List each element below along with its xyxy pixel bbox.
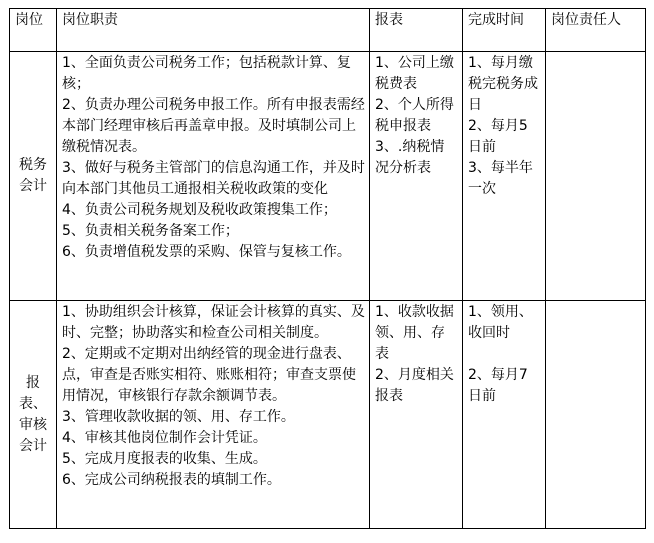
reports-cell [370, 301, 463, 529]
report-item: 1、收款收据领、用、存表 [375, 304, 454, 362]
duty-item: 5、负责相关税务备案工作； [62, 223, 239, 239]
report-item: 2、个人所得税申报表 [375, 97, 454, 134]
duties-cell [57, 301, 370, 529]
duty-item: 2、定期或不定期对出纳经管的现金进行盘表、点，审查是否账实相符、账账相符；审查支票使用情况，审核银行存款余额调节表。 [62, 346, 356, 404]
reports-cell [370, 52, 463, 301]
owner-cell[interactable] [546, 52, 646, 301]
report-item: 2、月度相关报表 [375, 367, 454, 404]
time-item: 1、领用、收回时 [468, 304, 533, 341]
time-cell [463, 301, 546, 529]
time-item: 3、每半年一次 [468, 160, 533, 197]
duty-item: 4、审核其他岗位制作会计凭证。 [62, 430, 267, 446]
report-item: 1、公司上缴税费表 [375, 55, 454, 92]
header-time: 完成时间 [463, 9, 546, 52]
table-row [10, 301, 646, 529]
post-text: 表、 [19, 395, 47, 412]
duty-item: 1、全面负责公司税务工作；包括税款计算、复核； [62, 55, 351, 92]
duty-item: 1、协助组织会计核算，保证会计核算的真实、及时、完整；协助落实和检查公司相关制度。 [62, 304, 365, 341]
report-item: 3、.纳税情况分析表 [375, 139, 445, 176]
post-text: 会计 [19, 437, 47, 454]
post-text: 报 [26, 374, 40, 391]
post-text: 税务 [19, 157, 47, 173]
duty-item: 3、管理收款收据的领、用、存工作。 [62, 409, 295, 425]
owner-cell[interactable] [546, 301, 646, 529]
duty-item: 6、完成公司纳税报表的填制工作。 [62, 472, 281, 488]
post-cell [10, 301, 57, 529]
post-cell [10, 52, 57, 301]
time-cell [463, 52, 546, 301]
duty-item: 2、负责办理公司税务申报工作。所有申报表需经本部门经理审核后再盖章申报。及时填制公司上缴税情况表。 [62, 97, 365, 155]
time-item [468, 344, 541, 365]
post-text: 审核 [19, 416, 47, 433]
header-duties: 岗位职责 [57, 9, 370, 52]
time-item: 1、每月缴税完税务成日 [468, 55, 538, 113]
duty-table-wrapper [9, 8, 646, 529]
job-duty-table [9, 8, 646, 529]
table-row [10, 52, 646, 301]
header-owner: 岗位责任人 [546, 9, 646, 52]
header-post: 岗位 [10, 9, 57, 52]
duty-item: 4、负责公司税务规划及税收政策搜集工作； [62, 202, 337, 218]
header-row [10, 9, 646, 52]
post-text: 会计 [19, 178, 47, 194]
header-reports: 报表 [370, 9, 463, 52]
duty-item: 5、完成月度报表的收集、生成。 [62, 451, 267, 467]
time-item: 2、每月5日前 [468, 118, 528, 155]
duty-item: 3、做好与税务主管部门的信息沟通工作，并及时向本部门其他员工通报相关税收政策的变化 [62, 160, 365, 197]
duty-item: 6、负责增值税发票的采购、保管与复核工作。 [62, 244, 351, 260]
duties-cell [57, 52, 370, 301]
time-item: 2、每月7日前 [468, 367, 528, 404]
